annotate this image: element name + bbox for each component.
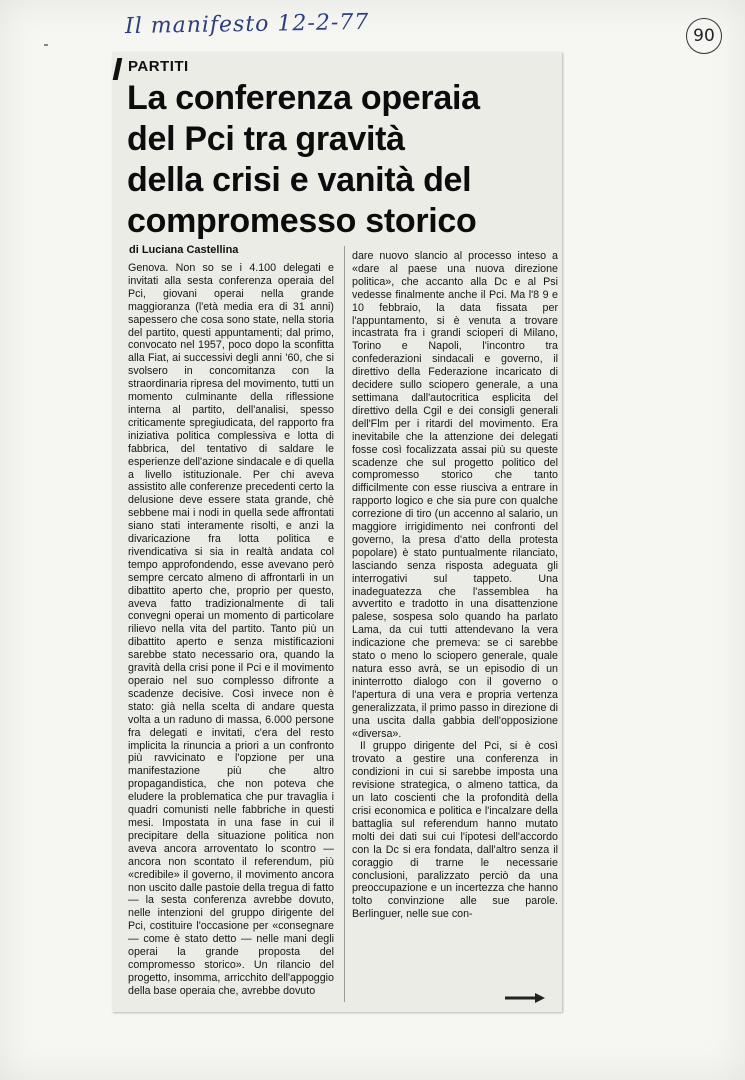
article-byline: di Luciana Castellina bbox=[129, 244, 239, 256]
page-number-circle bbox=[686, 18, 722, 54]
headline-line: della crisi e vanità del bbox=[127, 161, 472, 199]
article-column-right bbox=[352, 250, 558, 990]
continue-arrow-icon bbox=[505, 992, 545, 1004]
headline-line: compromesso storico bbox=[127, 202, 477, 240]
article-paragraph: Il gruppo dirigente del Pci, si è così trovato a gestire una conferenza in condizioni in cui si sarebbe imposta una revisione strategica, o almeno tattica, da un lato coscienti che la profondità della crisi economica e politica e l'incalzare della battaglia sul referendum hanno mutato molti dei dati sui cui l'ipotesi dell'accordo con la Dc si era fondata, dall'altro senza il coraggio di trarne le necessarie conclusioni, paralizzato perciò da una preoccupazione e un incertezza che hanno tolto convinzione alle sue parole. Berlinguer, nelle sue con- bbox=[352, 740, 558, 921]
headline-line: del Pci tra gravità bbox=[127, 120, 405, 158]
column-divider bbox=[344, 246, 345, 1002]
section-rubric: PARTITI bbox=[128, 58, 189, 75]
handwritten-source-note: Il manifesto 12-2-77 bbox=[124, 9, 370, 40]
article-paragraph-continued: dare nuovo slancio al processo inteso a «dare al paese una nuova direzione politica», che accanto alla Dc e al Psi vedesse finalmente anche il Pci. Ma l'8 9 e 10 febbraio, la data fissata per l'appuntamento, si è venuta a trovare incastrata fra i grandi scioperi di Milano, Torino e Napoli, l'incontro tra confederazioni sindacali e governo, il direttivo della Federazione incaricato di decidere sullo sciopero generale, a una settimana dall'autocritica esplicita del direttivo della Cgil e dei consigli generali dell'Flm per i ritardi del movimento. Era inevitabile che la attenzione dei delegati fosse così focalizzata assai più su queste scadenze che sul progetto politico del compromesso storico che tanto difficilmente con esse riusciva a entrare in rapporto logico e che sia pure con qualche correzione di tiro (un accenno al salario, un maggiore irrigidimento nei confronti del governo, la presa d'atto della protesta popolare) è stato puntualmente rilanciato, lasciando senza risposta adeguata gli interrogativi sul tappeto. Una inadeguatezza che l'assemblea ha avvertito e tradotto in una disattenzione palese, sospesa solo quando ha parlato Lama, da cui tutti attendevano la vera indicazione che premeva: se ci sarebbe stato o meno lo sciopero generale, quale natura esso avrà, se un episodio di un ininterrotto dialogo con il governo o l'apertura di una vera e propria vertenza generalizzata, il primo passo in direzione di una uscita dalla gabbia dell'opposizione «diversa». bbox=[352, 250, 558, 740]
scan-speck bbox=[44, 44, 48, 46]
headline-line: La conferenza operaia bbox=[127, 79, 480, 117]
article-column-left bbox=[128, 262, 334, 1006]
article-headline bbox=[127, 78, 557, 242]
article-paragraph: Genova. Non so se i 4.100 delegati e invitati alla sesta conferenza operaia del Pci, giovani operai nella grande maggioranza (l'età media era di 31 anni) sapessero che cosa sono state, nella storia del partito, questi appuntamenti; dal primo, convocato nel 1957, poco dopo la sconfitta alla Fiat, ai successivi degli anni '60, che si svolsero in concomitanza con la straordinaria ripresa del movimento, tutti un momento culminante della riflessione interna al partito, dell'analisi, spesso criticamente spregiudicata, del rapporto fra iniziativa politica complessiva e lotta di fabbrica, del tentativo di saldare le esperienze dell'azione sindacale e di quella a livello istituzionale. Per chi aveva assistito alle conferenze precedenti certo la delusione deve essere stata grande, chè sebbene mai i nodi in quella sede affrontati siano stati interamente risolti, e anzi la divaricazione fra lotta politica e rivendicativa si sia in realtà andata col tempo approfondendo, esse avevano però sempre cercato almeno di affrontarli in un dibattito aperto che, proprio per questo, aveva fatto tradizionalmente di tali convegni operai un momento di particolare rilievo nella vita del partito. Tanto più un dibattito aperto e senza mistificazioni sarebbe stato necessario ora, quando la gravità della crisi pone il Pci e il movimento operaio nel suo complesso difronte a scadenze decisive. Così invece non è stato: già nella scelta di andare questa volta a un raduno di massa, 6.000 persone fra delegati e invitati, c'era del resto implicita la rinuncia a priori a un confronto più ravvicinato e l'opzione per una manifestazione più che altro propagandistica, che non poteva che eludere la problematica che pur travaglia i quadri comunisti nelle fabbriche in questi mesi. Impostata in una fase in cui il precipitare della situazione politica non aveva ancora arroventato lo scontro — ancora non scontato il referendum, più «credibile» il governo, il movimento ancora non uscito dalle pastoie della tregua di fatto — la sesta conferenza avrebbe dovuto, nelle intenzioni del gruppo dirigente del Pci, costituire l'occasione per «consegnare — come è stato detto — nelle mani degli operai la grande proposta del compromesso storico». Un rilancio del progetto, insomma, arricchito dell'appoggio della base operaia che, avrebbe dovuto bbox=[128, 262, 334, 997]
page-number: 90 bbox=[693, 26, 715, 46]
